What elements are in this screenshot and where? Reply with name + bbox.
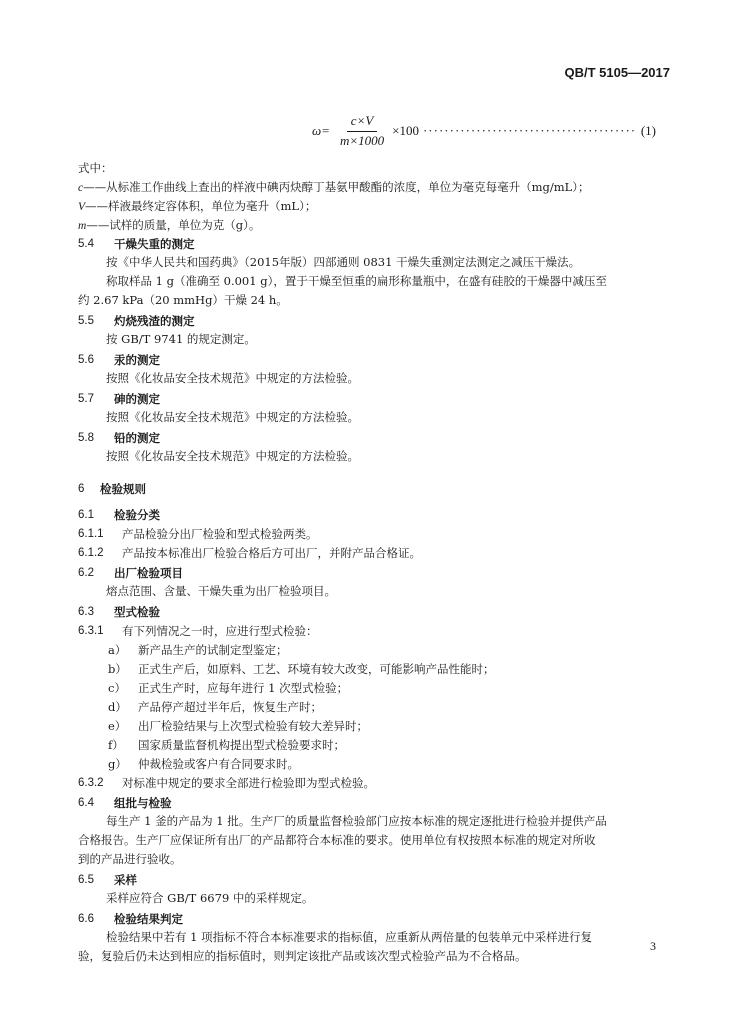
where-intro: 式中： — [78, 161, 113, 175]
formula-leader-dots — [423, 122, 637, 141]
formula-1 — [312, 112, 656, 151]
subclause — [78, 622, 668, 641]
variable-text: ——样液最终定容体积，单位为毫升（mL）； — [85, 199, 317, 213]
list-item-text: 出厂检验结果与上次型式检验有较大差异时； — [138, 719, 368, 734]
paragraph: 称取样品 1 g（准确至 0.001 g），置于干燥至恒重的扁形称量瓶中，在盛有硅胶的干燥器中减压至 — [106, 274, 607, 288]
list-item-text: 仲裁检验或客户有合同要求时。 — [138, 757, 299, 772]
subclause-number: 6.1.2 — [78, 547, 104, 560]
list-item-marker: f） — [108, 738, 124, 753]
list-item-marker: a） — [108, 643, 127, 658]
section-number: 6.1 — [78, 508, 94, 521]
section-title: 检验结果判定 — [114, 911, 183, 926]
section-number: 6.3 — [78, 605, 94, 618]
section-number: 6.5 — [78, 873, 94, 886]
document-body — [78, 234, 668, 967]
paragraph: 按照《化妆品安全技术规范》中规定的方法检验。 — [106, 371, 359, 385]
subclause-number: 6.3.2 — [78, 777, 104, 790]
section-title: 采样 — [114, 872, 137, 887]
list-item-text: 新产品生产的试制定型鉴定； — [138, 643, 288, 658]
subclause-text: 产品按本标准出厂检验合格后方可出厂，并附产品合格证。 — [122, 546, 421, 561]
variable-row — [78, 198, 668, 217]
paragraph-continuation: 验，复验后仍未达到相应的指标值时，则判定该批产品或该次型式检验产品为不合格品。 — [78, 949, 527, 963]
formula-lhs: ω= — [312, 122, 330, 138]
section-title: 干燥失重的测定 — [114, 236, 195, 251]
paragraph: 熔点范围、含量、干燥失重为出厂检验项目。 — [106, 584, 336, 598]
paragraph-continuation: 约 2.67 kPa（20 mmHg）干燥 24 h。 — [78, 293, 288, 307]
formula-multiplier: ×100 — [392, 122, 419, 138]
list-item-marker: c） — [108, 681, 126, 696]
variable-symbol: V — [78, 201, 86, 213]
list-item-text: 国家质量监督机构提出型式检验要求时； — [138, 738, 345, 753]
paragraph: 按照《化妆品安全技术规范》中规定的方法检验。 — [106, 410, 359, 424]
section-heading-5-4 — [78, 234, 668, 254]
paragraph: 按照《化妆品安全技术规范》中规定的方法检验。 — [106, 449, 359, 463]
list-item-text: 正式生产时，应每年进行 1 次型式检验； — [138, 681, 349, 696]
section-title: 检验分类 — [114, 507, 160, 522]
section-title: 检验规则 — [100, 481, 146, 496]
section-title: 型式检验 — [114, 604, 160, 619]
formula-fraction — [336, 112, 388, 151]
section-heading-5-8 — [78, 428, 668, 448]
section-heading-6-5 — [78, 870, 668, 890]
section-title: 组批与检验 — [114, 795, 172, 810]
list-item-marker: g） — [108, 757, 127, 772]
subclause — [78, 544, 668, 563]
variable-symbol: m — [78, 220, 87, 232]
page-number: 3 — [650, 939, 656, 953]
subclause — [78, 525, 668, 544]
list-item — [78, 736, 668, 755]
subclause-text: 产品检验分出厂检验和型式检验两类。 — [122, 527, 318, 542]
list-item — [78, 660, 668, 679]
section-title: 铅的测定 — [114, 430, 160, 445]
section-number: 5.5 — [78, 314, 94, 327]
subclause-number: 6.3.1 — [78, 625, 104, 638]
section-heading-5-7 — [78, 389, 668, 409]
paragraph-continuation: 到的产品进行验收。 — [78, 852, 182, 866]
section-heading-5-6 — [78, 350, 668, 370]
section-number: 5.6 — [78, 353, 94, 366]
paragraph: 检验结果中若有 1 项指标不符合本标准要求的指标值，应重新从两倍量的包装单元中采样进行复 — [106, 930, 593, 944]
section-heading-5-5 — [78, 311, 668, 331]
variable-text: ——试样的质量，单位为克（g）。 — [86, 218, 261, 232]
list-item-marker: e） — [108, 719, 127, 734]
formula-numerator: c×V — [347, 112, 377, 132]
formula-number: (1) — [640, 122, 656, 138]
section-number: 6.4 — [78, 796, 94, 809]
list-item — [78, 755, 668, 774]
variable-symbol: c — [78, 182, 84, 194]
section-number: 6 — [78, 482, 85, 495]
subclause-text: 有下列情况之一时，应进行型式检验： — [122, 624, 318, 639]
variable-row — [78, 179, 668, 198]
section-heading-6-6 — [78, 909, 668, 929]
list-item — [78, 698, 668, 717]
section-heading-6 — [78, 479, 668, 499]
paragraph: 采样应符合 GB/T 6679 中的采样规定。 — [106, 891, 314, 905]
section-number: 6.2 — [78, 566, 94, 579]
list-item — [78, 717, 668, 736]
subclause-text: 对标准中规定的要求全部进行检验即为型式检验。 — [122, 776, 375, 791]
list-item-marker: d） — [108, 700, 127, 715]
variable-definitions — [78, 160, 668, 236]
section-title: 汞的测定 — [114, 352, 160, 367]
paragraph-continuation: 合格报告。生产厂应保证所有出厂的产品都符合本标准的要求。使用单位有权按照本标准的规定对所收 — [78, 833, 596, 847]
list-item — [78, 641, 668, 660]
section-number: 5.7 — [78, 392, 94, 405]
subclause-number: 6.1.1 — [78, 528, 104, 541]
variable-text: ——从标准工作曲线上查出的样液中碘丙炔醇丁基氨甲酸酯的浓度，单位为毫克每毫升（mg/mL）； — [83, 180, 590, 194]
section-title: 灼烧残渣的测定 — [114, 313, 195, 328]
document-code: QB/T 5105—2017 — [564, 65, 670, 80]
section-title: 出厂检验项目 — [114, 565, 183, 580]
paragraph: 按 GB/T 9741 的规定测定。 — [106, 332, 256, 346]
formula-denominator: m×1000 — [339, 132, 385, 148]
subclause — [78, 774, 668, 793]
section-heading-6-3 — [78, 602, 668, 622]
section-heading-6-1 — [78, 505, 668, 525]
paragraph: 按《中华人民共和国药典》（2015年版）四部通则 0831 干燥失重测定法测定之减压干燥法。 — [106, 255, 581, 269]
section-number: 6.6 — [78, 912, 94, 925]
section-title: 砷的测定 — [114, 391, 160, 406]
section-heading-6-2 — [78, 563, 668, 583]
list-item-text: 正式生产后，如原料、工艺、环境有较大改变，可能影响产品性能时； — [138, 662, 495, 677]
section-number: 5.8 — [78, 431, 94, 444]
list-item — [78, 679, 668, 698]
list-item-text: 产品停产超过半年后，恢复生产时； — [138, 700, 322, 715]
list-item-marker: b） — [108, 662, 127, 677]
section-number: 5.4 — [78, 237, 94, 250]
section-heading-6-4 — [78, 793, 668, 813]
paragraph: 每生产 1 釜的产品为 1 批。生产厂的质量监督检验部门应按本标准的规定逐批进行检验并提供产品 — [106, 814, 607, 828]
